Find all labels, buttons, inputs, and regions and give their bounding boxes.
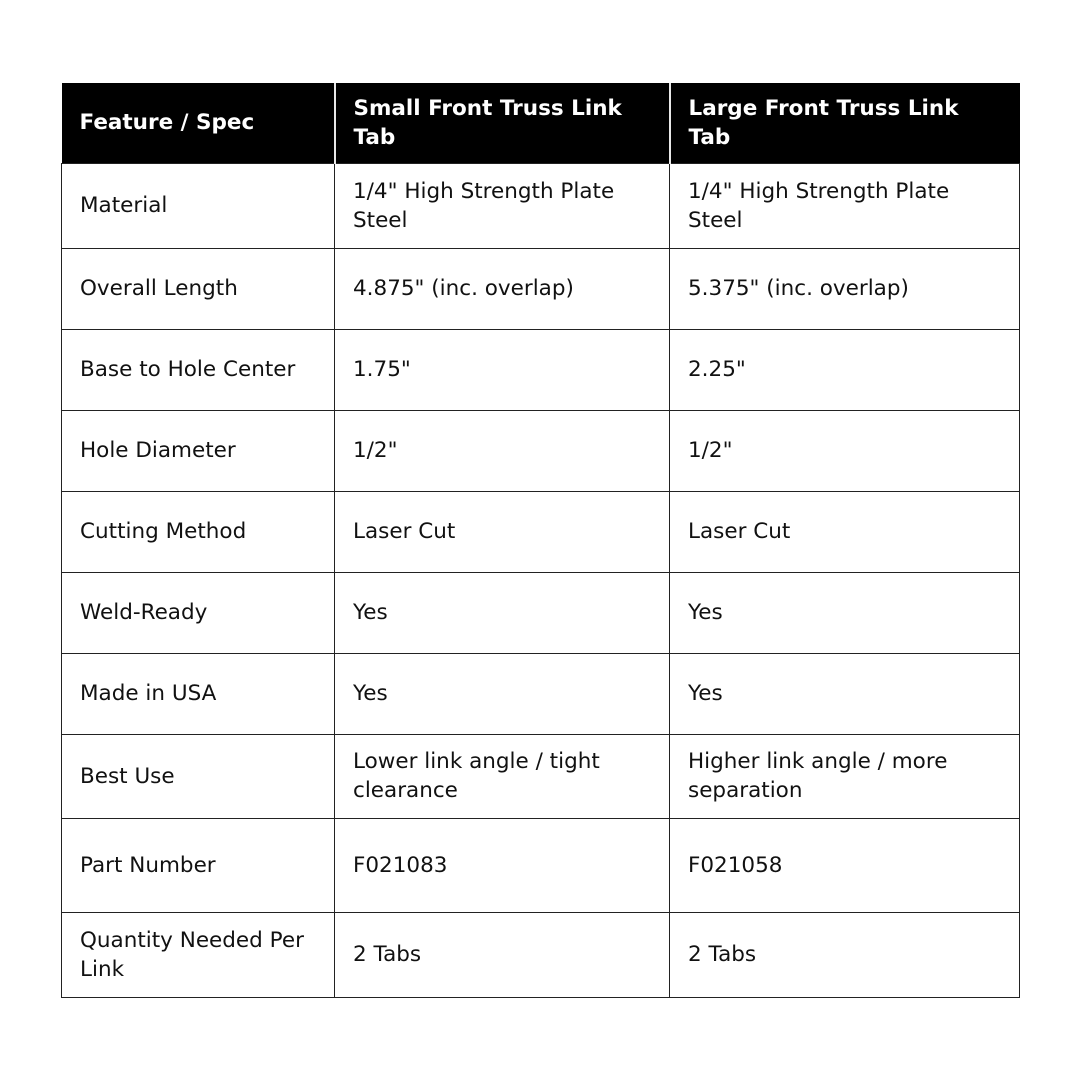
cell-large-tab: Yes: [670, 653, 1020, 734]
table-row: [62, 329, 1020, 410]
cell-feature: Made in USA: [62, 653, 335, 734]
cell-feature: Quantity Needed Per Link: [62, 912, 335, 997]
cell-large-tab: Laser Cut: [670, 491, 1020, 572]
cell-small-tab: F021083: [335, 818, 670, 912]
cell-large-tab: F021058: [670, 818, 1020, 912]
header-small-tab: Small Front Truss Link Tab: [335, 83, 670, 163]
table-row: [62, 653, 1020, 734]
table-row: [62, 410, 1020, 491]
table-row: [62, 248, 1020, 329]
cell-feature: Base to Hole Center: [62, 329, 335, 410]
table-row: [62, 912, 1020, 997]
cell-feature: Part Number: [62, 818, 335, 912]
cell-feature: Hole Diameter: [62, 410, 335, 491]
cell-large-tab: 2.25": [670, 329, 1020, 410]
header-row: [62, 83, 1020, 163]
cell-small-tab: 4.875" (inc. overlap): [335, 248, 670, 329]
table-row: [62, 491, 1020, 572]
cell-feature: Best Use: [62, 734, 335, 818]
cell-large-tab: 1/2": [670, 410, 1020, 491]
cell-small-tab: Yes: [335, 572, 670, 653]
table-row: [62, 734, 1020, 818]
cell-large-tab: 5.375" (inc. overlap): [670, 248, 1020, 329]
table-row: [62, 572, 1020, 653]
cell-feature: Material: [62, 163, 335, 248]
spec-comparison-table: [61, 83, 1020, 998]
cell-feature: Cutting Method: [62, 491, 335, 572]
cell-large-tab: Yes: [670, 572, 1020, 653]
header-large-tab: Large Front Truss Link Tab: [670, 83, 1020, 163]
header-feature: Feature / Spec: [62, 83, 335, 163]
cell-small-tab: Yes: [335, 653, 670, 734]
cell-small-tab: Lower link angle / tight clearance: [335, 734, 670, 818]
cell-small-tab: Laser Cut: [335, 491, 670, 572]
cell-large-tab: 2 Tabs: [670, 912, 1020, 997]
cell-large-tab: Higher link angle / more separation: [670, 734, 1020, 818]
table-row: [62, 163, 1020, 248]
cell-feature: Overall Length: [62, 248, 335, 329]
cell-small-tab: 1/2": [335, 410, 670, 491]
cell-small-tab: 1/4" High Strength Plate Steel: [335, 163, 670, 248]
cell-small-tab: 1.75": [335, 329, 670, 410]
cell-feature: Weld-Ready: [62, 572, 335, 653]
table-row: [62, 818, 1020, 912]
cell-small-tab: 2 Tabs: [335, 912, 670, 997]
cell-large-tab: 1/4" High Strength Plate Steel: [670, 163, 1020, 248]
